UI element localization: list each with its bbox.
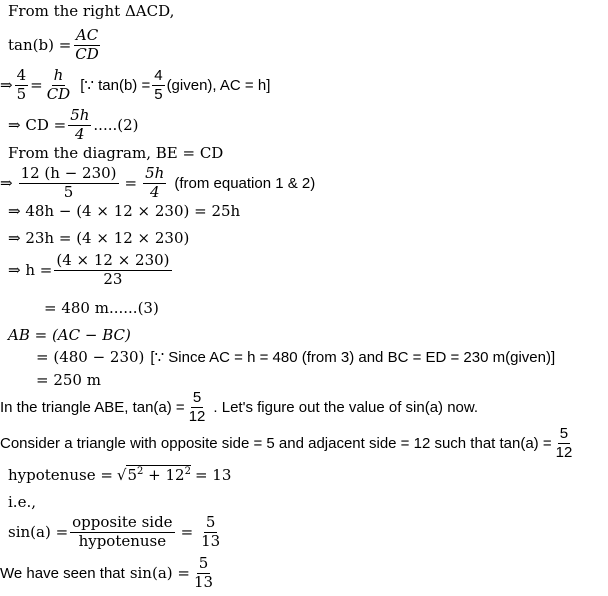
given-note: [∵ tan(b) = [80, 77, 151, 95]
line-9: ⇒ h = $\frac{(4 \times 12 \times 230)}{23}$ [8, 251, 170, 288]
line-5: From the diagram, BE = CD [8, 144, 224, 162]
fraction-5-13: $\frac{5}{13}$ [193, 554, 214, 591]
line-11: AB = (AC − BC) [8, 326, 131, 344]
fraction-opposite-hypotenuse: $\frac{\text{opposite side}}{\text{hypotenuse}}$ [72, 513, 173, 550]
fraction-5h-4: $\frac{5h}{4}$ [145, 164, 165, 201]
line-7: ⇒ 48h − (4 × 12 × 230) = 25h [8, 202, 241, 220]
fraction-product-23: $\frac{(4 \times 12 \times 230)}{23}$ [56, 251, 170, 288]
implies-arrow: ⇒ [0, 76, 13, 95]
line-12: = (480 − 230) [∵ Since AC = h = 480 (from 3) and BC = ED = 230 m(given)] [36, 348, 556, 366]
line-10: = 480 m......(3) [44, 299, 159, 317]
fraction-4-5-given: $\frac{4}{5}$ [154, 67, 163, 103]
fraction-5-12: $\frac{5}{12}$ [188, 389, 206, 425]
line-8: ⇒ 23h = (4 × 12 × 230) [8, 229, 190, 247]
line-15: Consider a triangle with opposite side = 5 and adjacent side = 12 such that tan(a) = $\frac{5}{12}$ [0, 425, 573, 461]
implies-arrow: ⇒ [0, 174, 13, 193]
tan-b-label: tan(b) = [8, 36, 72, 55]
line-4: ⇒ CD = $\frac{5h}{4}$ .....(2) [8, 106, 139, 143]
line-2 [8, 28, 103, 63]
equation-ref: (from equation 1 & 2) [174, 174, 316, 192]
radicand: $5^2 + 12^2$ [127, 466, 191, 484]
since-note: [∵ Since AC = h = 480 (from 3) and BC = ED = 230 m(given)] [150, 349, 556, 366]
fraction-5h-4: $\frac{5h}{4}$ [70, 106, 90, 143]
line-1 [8, 2, 174, 20]
line-14: In the triangle ABE, tan(a) = $\frac{5}{12}$ . Let's figure out the value of sin(a) now. [0, 389, 479, 425]
fraction-ac-cd: $\frac{AC}{CD}$ [75, 26, 99, 63]
line-18: sin(a) = $\frac{\text{opposite side}}{\text{hypotenuse}}$ = $\frac{5}{13}$ [8, 513, 221, 550]
sqrt-sign: √ [116, 465, 127, 484]
fraction-5-13: $\frac{5}{13}$ [201, 513, 221, 550]
line-16: hypotenuse = √ $5^2 + 12^2$ = 13 [8, 465, 232, 484]
line-6: ⇒ $\frac{12 (h - 230)}{5}$ = $\frac{5h}{4}$ (from equation 1 & 2) [0, 164, 316, 201]
fraction-4-5: $\frac{4}{5}$ [16, 66, 27, 103]
line-17: i.e., [8, 493, 36, 511]
fraction-5-12: $\frac{5}{12}$ [555, 425, 573, 461]
line-19: We have seen that sin(a) = $\frac{5}{13}$ [0, 554, 214, 591]
fraction-h-cd: $\frac{h}{CD}$ [46, 66, 71, 103]
fraction-12h-230-5: $\frac{12 (h - 230)}{5}$ [20, 164, 117, 201]
line-3: ⇒ $\frac{4}{5}$ = $\frac{h}{CD}$ [∵ tan(b) = $\frac{4}{5}$ (given), AC = h] [0, 66, 271, 103]
line-1-text: From the right ΔACD, [8, 2, 175, 20]
line-13: = 250 m [36, 371, 101, 389]
